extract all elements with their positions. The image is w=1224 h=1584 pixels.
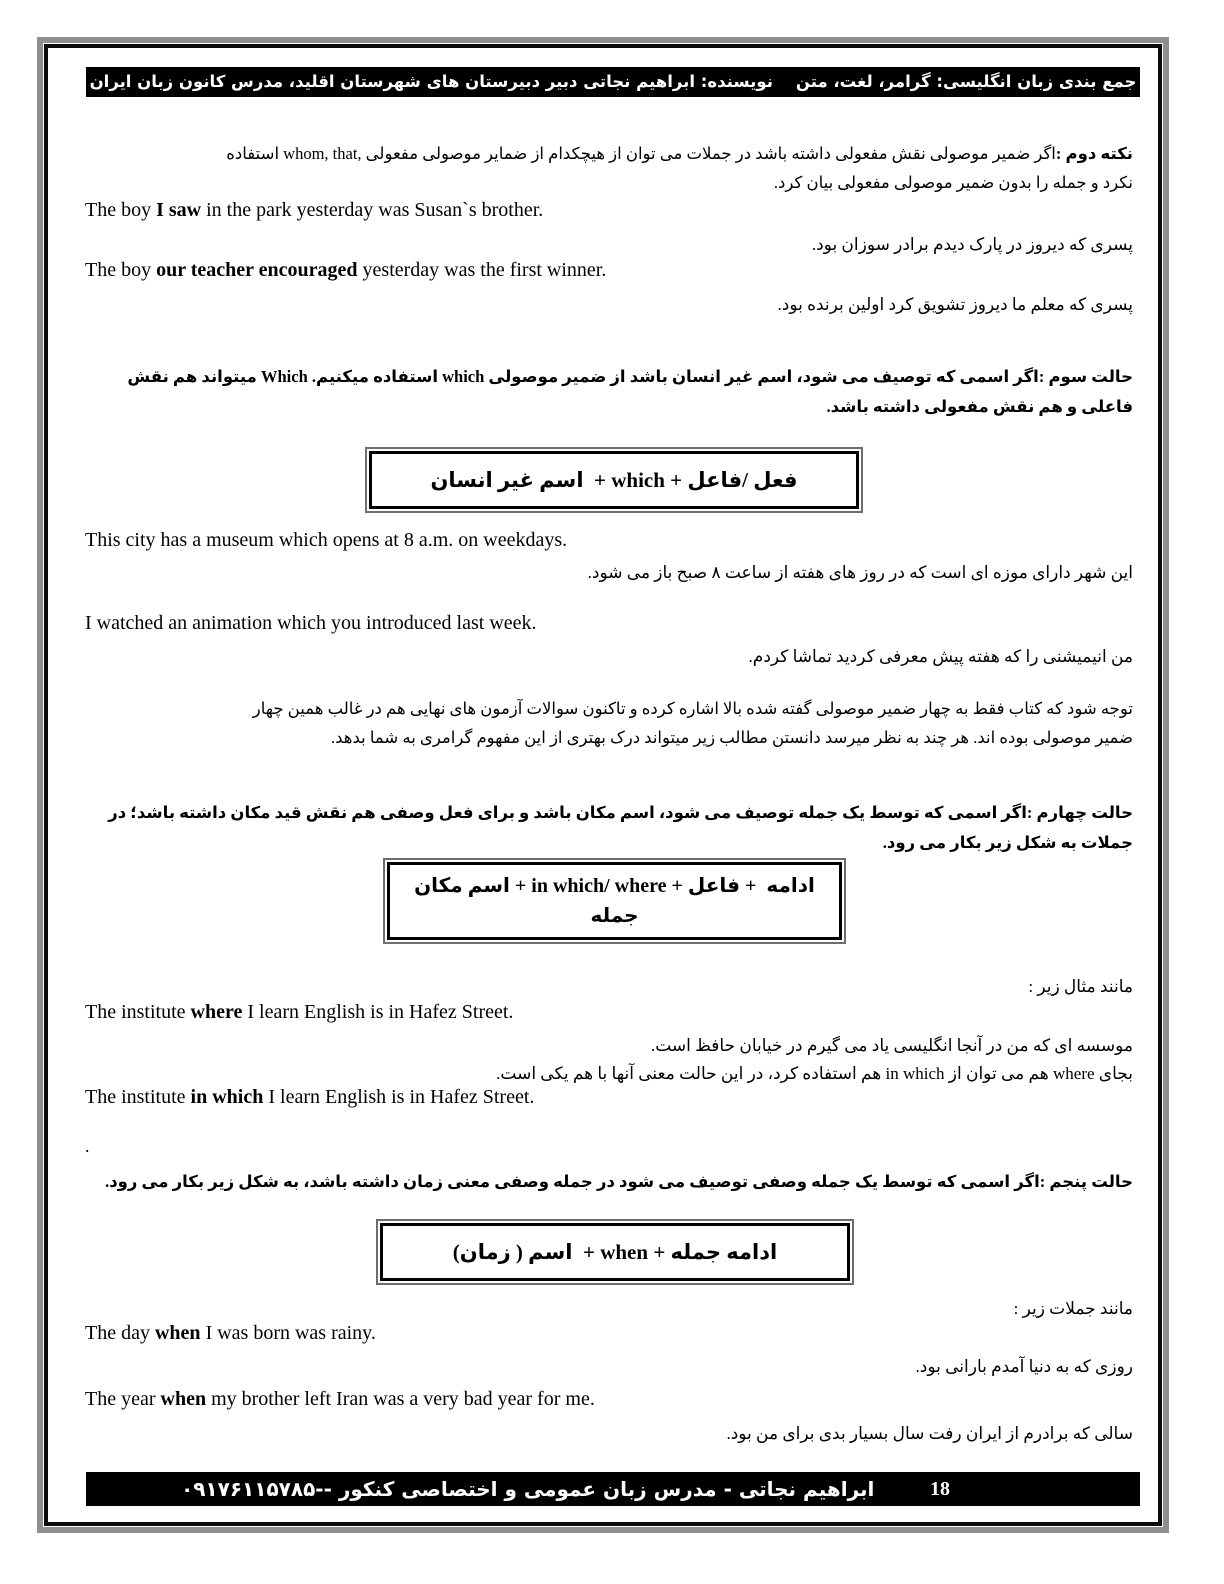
- rule-fourth-line1: حالت چهارم :اگر اسمی که توسط یک جمله توصیف می شود، اسم مکان باشد و برای فعل وصفی هم نقش قید مکان داشته باشد؛ در: [108, 803, 1133, 822]
- formula-when-text: ادامه جمله + when + اسم ( زمان): [452, 1240, 778, 1264]
- translation-fa-museum: این شهر دارای موزه ای است که در روز های هفته از ساعت ۸ صبح باز می شود.: [587, 563, 1133, 582]
- footer-credit: ابراهیم نجاتی - مدرس زبان عمومی و اختصاصی کنکور --۰۹۱۷۶۱۱۵۷۸۵: [181, 1477, 875, 1501]
- note-book-line2: ضمیر موصولی بوده اند. هر چند به نظر میرسد دانستن مطالب زیر میتواند درک بهتری از این مفهوم گرامری به شما بدهد.: [330, 728, 1133, 747]
- note-book-line1: توجه شود که کتاب فقط به چهار ضمیر موصولی گفته شده بالا اشاره کرده و تاکنون سوالات آزمون های نهایی هم در غالب همین چهار: [252, 699, 1133, 718]
- example-en-boy-saw: The boy I saw in the park yesterday was Susan`s brother.: [85, 199, 544, 221]
- header-title: جمع بندی زبان انگلیسی: گرامر، لغت، متن نویسنده: ابراهیم نجاتی دبیر دبیرستان های شهرستان اقلید، مدرس کانون زبان ایران: [89, 72, 1137, 91]
- rule-third-lead: حالت سوم :: [1038, 367, 1133, 386]
- example-en-museum: This city has a museum which opens at 8 a.m. on weekdays.: [85, 529, 568, 551]
- header-bar: [86, 67, 1140, 97]
- formula-box-where: [383, 858, 846, 944]
- label-like-sentences: مانند جملات زیر :: [1013, 1299, 1133, 1318]
- page-number: 18: [930, 1478, 950, 1500]
- formula-where-line2: جمله: [590, 905, 639, 927]
- example-en-year: The year when my brother left Iran was a very bad year for me.: [85, 1388, 595, 1410]
- rule-fifth-line1: حالت پنجم :اگر اسمی که توسط یک جمله وصفی توصیف می شود در جمله وصفی معنی زمان داشته باشد، به شکل زیر بکار می رود.: [105, 1172, 1133, 1191]
- formula-box-which: [365, 447, 863, 513]
- formula-which-text: فعل /فاعل + which + اسم غیر انسان: [430, 468, 798, 492]
- translation-fa-animation: من انیمیشنی را که هفته پیش معرفی کردید تماشا کردم.: [748, 647, 1133, 666]
- note-second-line2: نکرد و جمله را بدون ضمیر موصولی مفعولی بیان کرد.: [773, 173, 1133, 192]
- translation-fa-boy-teacher: پسری که معلم ما دیروز تشویق کرد اولین برنده بود.: [777, 295, 1133, 314]
- example-en-institute-where: The institute where I learn English is in Hafez Street.: [85, 1001, 514, 1023]
- rule-fourth-line2: جملات به شکل زیر بکار می رود.: [882, 833, 1133, 852]
- rule-third-line2: فاعلی و هم نقش مفعولی داشته باشد.: [826, 397, 1133, 416]
- formula-box-when: [376, 1219, 854, 1285]
- formula-where-line1: ادامه + فاعل + in which/ where + اسم مکان: [414, 875, 815, 897]
- rule-third-line1: حالت سوم :اگر اسمی که توصیف می شود، اسم غیر انسان باشد از ضمیر موصولی which استفاده میکنیم. Which میتواند هم نقش: [127, 367, 1133, 386]
- translation-fa-year: سالی که برادرم از ایران رفت سال بسیار بدی برای من بود.: [726, 1424, 1133, 1443]
- rule-fourth-lead: حالت چهارم :: [1026, 803, 1133, 822]
- example-en-boy-teacher: The boy our teacher encouraged yesterday was the first winner.: [85, 259, 607, 281]
- translation-fa-boy-saw: پسری که دیروز در پارک دیدم برادر سوزان بود.: [811, 235, 1133, 254]
- note-second-lead: نکته دوم :: [1055, 144, 1133, 163]
- label-like-example: مانند مثال زیر :: [1028, 977, 1133, 996]
- example-en-animation: I watched an animation which you introduced last week.: [85, 612, 537, 634]
- stray-period: .: [85, 1136, 90, 1156]
- example-en-day: The day when I was born was rainy.: [85, 1322, 376, 1344]
- translation-fa-day: روزی که به دنیا آمدم بارانی بود.: [915, 1357, 1133, 1376]
- footer-bar: [86, 1472, 1140, 1506]
- translation-fa-institute: موسسه ای که من در آنجا انگلیسی یاد می گیرم در خیابان حافظ است.: [650, 1036, 1133, 1055]
- note-inwhich-equals-where: بجای where هم می توان از in which هم استفاده کرد، در این حالت معنی آنها با هم یکی است.: [496, 1064, 1133, 1083]
- example-en-institute-inwhich: The institute in which I learn English is in Hafez Street.: [85, 1086, 535, 1108]
- rule-fifth-lead: حالت پنجم :: [1039, 1172, 1133, 1191]
- note-second-line1: نکته دوم :اگر ضمیر موصولی نقش مفعولی داشته باشد در جملات می توان از هیچکدام از ضمایر موصولی مفعولی ,whom, that استفاده: [226, 144, 1133, 163]
